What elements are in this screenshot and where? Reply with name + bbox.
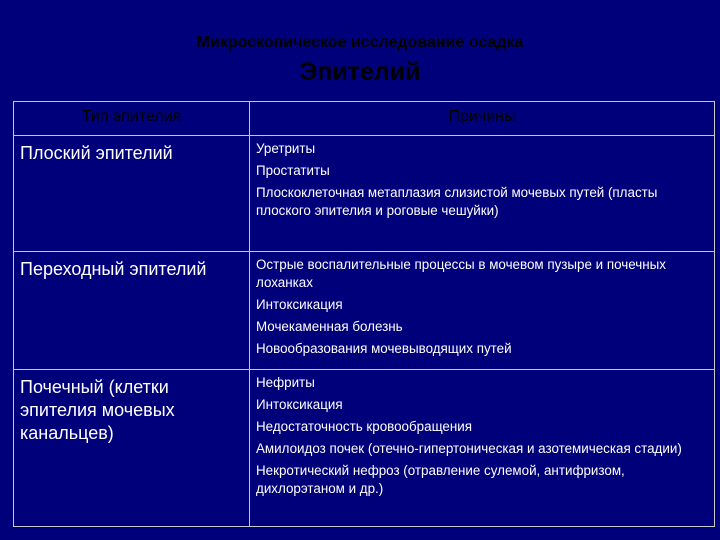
cause-item: Нефриты xyxy=(256,375,315,390)
epithelium-type-cell: Переходный эпителий xyxy=(14,252,250,370)
slide-subtitle: Микроскопическое исследование осадка xyxy=(196,34,524,51)
causes-cell xyxy=(250,252,715,370)
cause-item: Интоксикация xyxy=(256,397,343,412)
cause-item: Некротический нефроз (отравление сулемой, антифризом, дихлорэтаном и др.) xyxy=(256,463,625,496)
table-row xyxy=(14,370,715,527)
cause-item: Недостаточность кровообращения xyxy=(256,419,473,434)
epithelium-table xyxy=(13,101,715,527)
cause-item: Интоксикация xyxy=(256,297,343,312)
epithelium-type-cell: Плоский эпителий xyxy=(14,136,250,252)
slide-title: Эпителий xyxy=(299,58,421,86)
cause-item: Плоскоклеточная метаплазия слизистой мочевых путей (пласты плоского эпителия и роговые чешуйки) xyxy=(256,185,658,218)
cause-item: Новообразования мочевыводящих путей xyxy=(256,341,512,356)
cause-item: Простатиты xyxy=(256,163,330,178)
causes-cell xyxy=(250,370,715,527)
cause-item: Мочекаменная болезнь xyxy=(256,319,403,334)
table-header-row xyxy=(14,102,715,136)
epithelium-type-cell: Почечный (клетки эпителия мочевых канальцев) xyxy=(14,370,250,527)
cause-item: Острые воспалительные процессы в мочевом пузыре и почечных лоханках xyxy=(256,257,666,290)
column-header-type: Тип эпителия xyxy=(14,102,250,136)
cause-item: Уретриты xyxy=(256,141,316,156)
table-row xyxy=(14,136,715,252)
cause-item: Амилоидоз почек (отечно-гипертоническая и азотемическая стадии) xyxy=(256,441,682,456)
causes-cell xyxy=(250,136,715,252)
table-row xyxy=(14,252,715,370)
column-header-causes: Причины xyxy=(250,102,715,136)
